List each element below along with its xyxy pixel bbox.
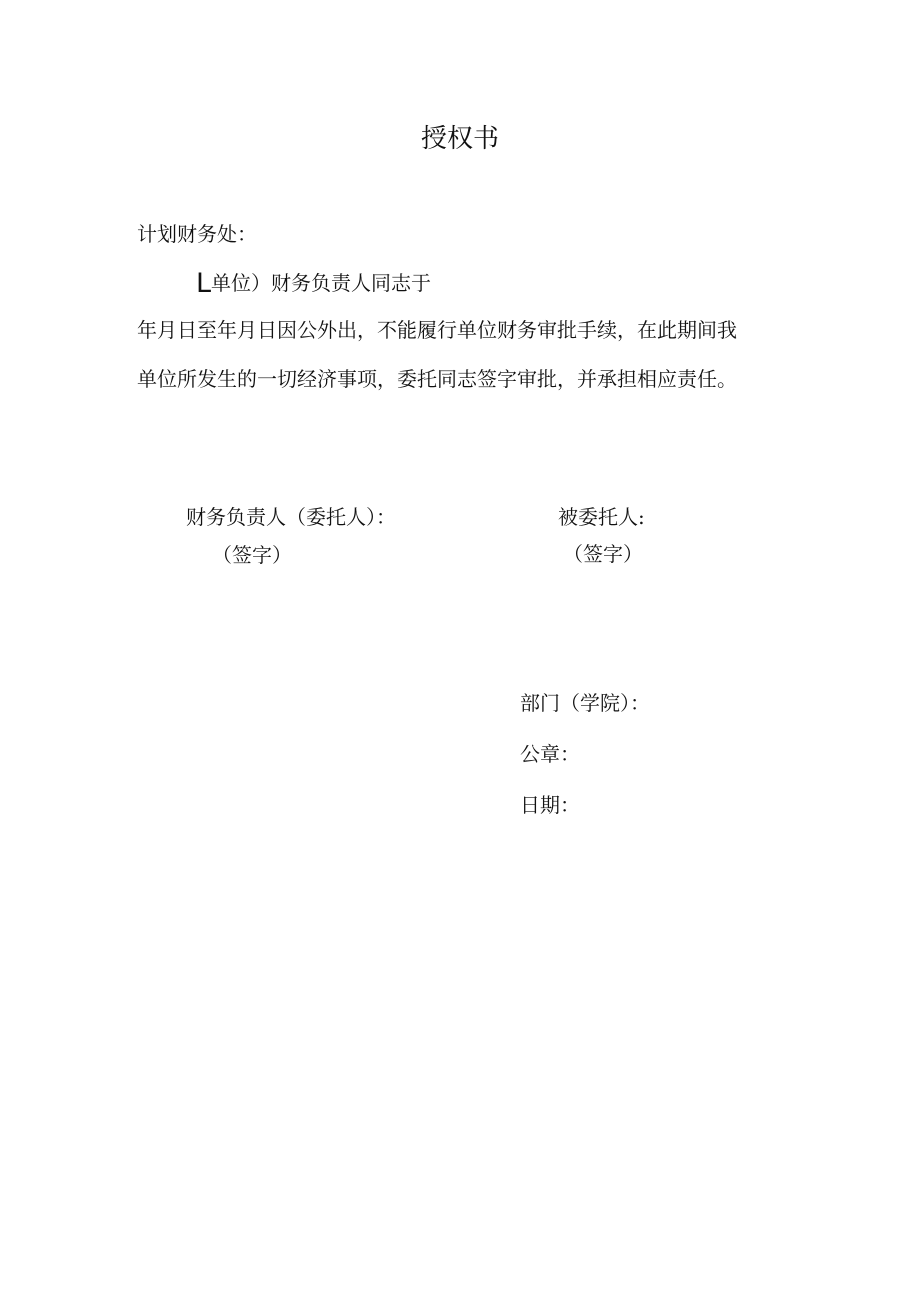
addressee: 计划财务处： <box>137 222 257 246</box>
body-line-1-text: 单位）财务负责人同志于 <box>211 271 432 295</box>
seal-label: 公章： <box>520 742 580 766</box>
line1-mark: L <box>196 268 212 299</box>
agent-signature: （签字） <box>563 542 643 566</box>
body-line-1 <box>196 270 431 297</box>
body-line-2: 年月日至年月日因公外出，不能履行单位财务审批手续，在此期间我 <box>137 318 737 342</box>
document-title: 授权书 <box>420 124 499 154</box>
body-line-3: 单位所发生的一切经济事项，委托同志签字审批，并承担相应责任。 <box>137 367 737 391</box>
date-label: 日期： <box>520 793 580 817</box>
principal-label: 财务负责人（委托人）： <box>186 505 396 529</box>
department-label: 部门（学院）： <box>520 691 650 715</box>
agent-label: 被委托人: <box>558 505 645 529</box>
principal-signature: （签字） <box>212 543 292 567</box>
